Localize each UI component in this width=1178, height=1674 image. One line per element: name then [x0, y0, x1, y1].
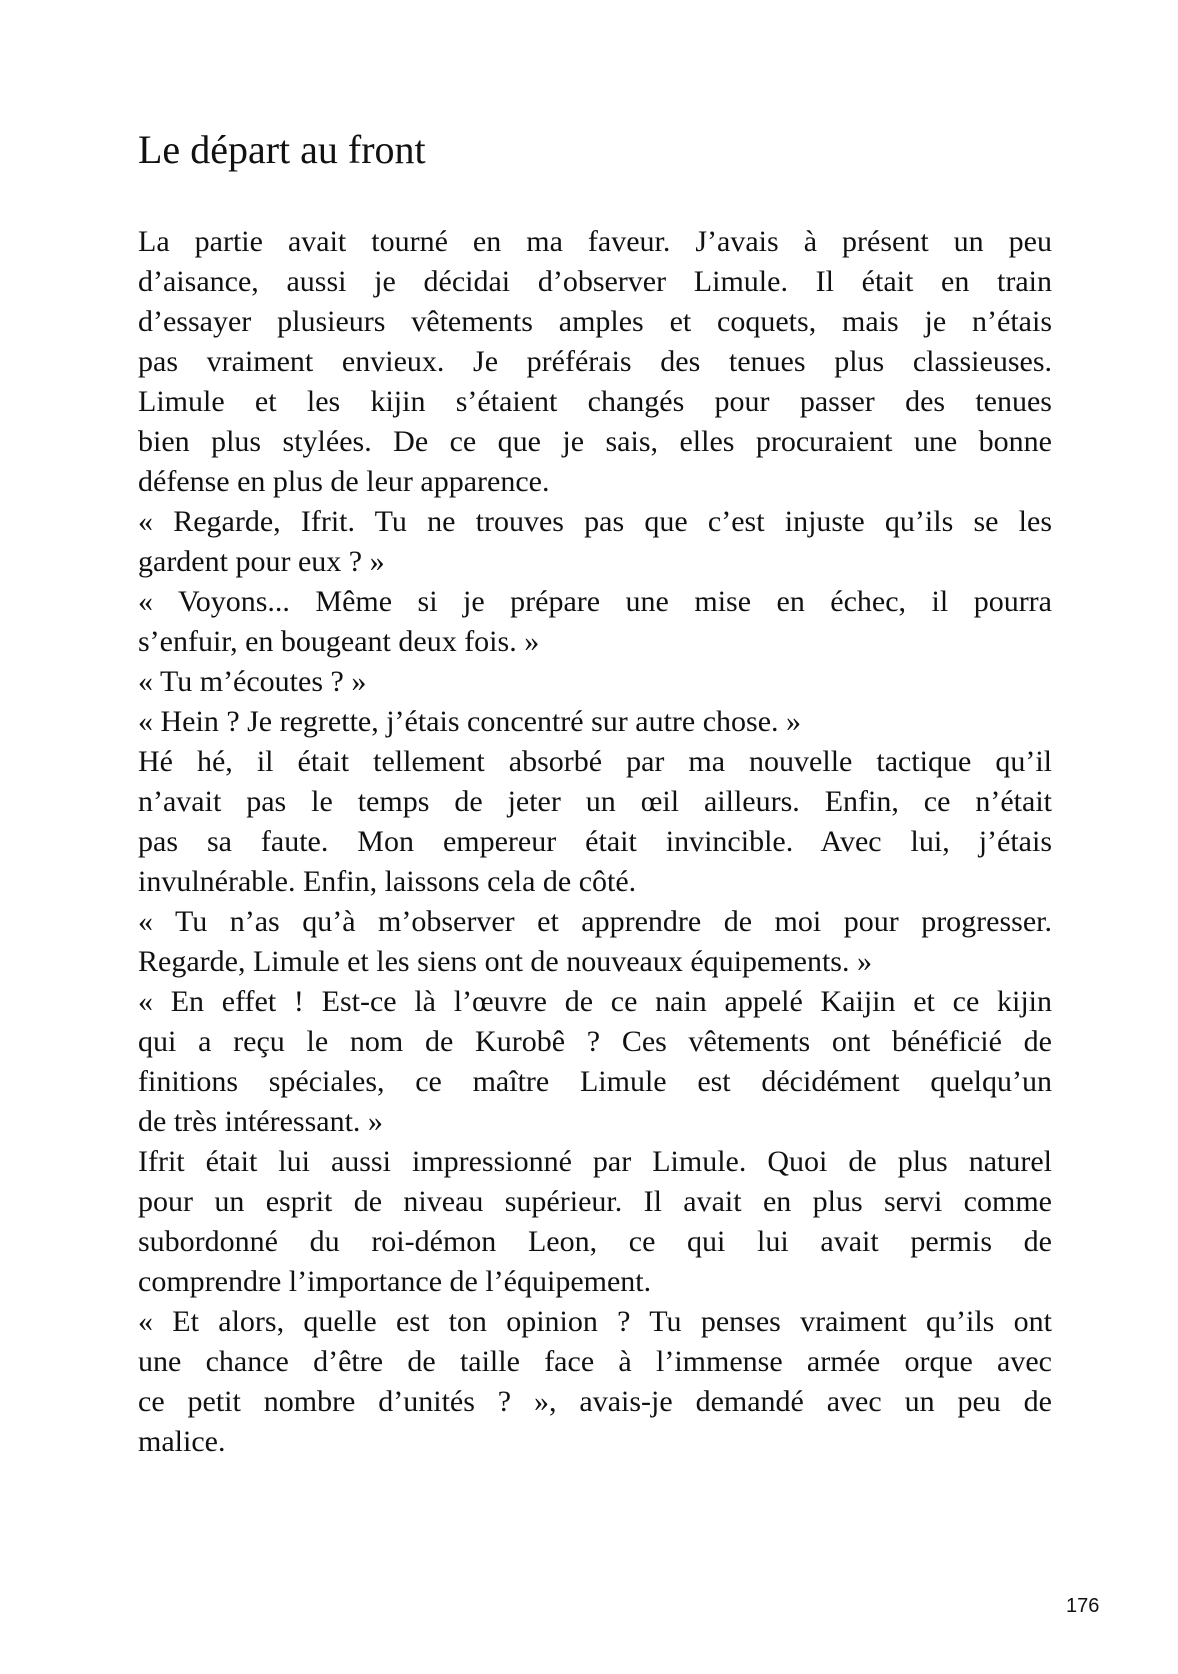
text-line: une chance d’être de taille face à l’immense armée orque avec — [138, 1345, 1052, 1378]
page-number: 176 — [1066, 1595, 1100, 1617]
text-line: subordonné du roi-démon Leon, ce qui lui avait permis de — [138, 1225, 1052, 1258]
text-line: de très intéressant. » — [138, 1105, 383, 1138]
text-line: malice. — [138, 1425, 226, 1458]
text-line: pour un esprit de niveau supérieur. Il avait en plus servi comme — [138, 1185, 1052, 1218]
text-line: finitions spéciales, ce maître Limule est décidément quelqu’un — [138, 1065, 1052, 1098]
text-line: pas vraiment envieux. Je préférais des tenues plus classieuses. — [138, 345, 1052, 378]
text-line: Regarde, Limule et les siens ont de nouveaux équipements. » — [138, 945, 872, 978]
text-line: « Tu m’écoutes ? » — [138, 665, 367, 698]
text-line: La partie avait tourné en ma faveur. J’avais à présent un peu — [138, 225, 1052, 258]
text-line: Limule et les kijin s’étaient changés pour passer des tenues — [138, 385, 1052, 418]
text-line: Ifrit était lui aussi impressionné par Limule. Quoi de plus naturel — [138, 1145, 1052, 1178]
text-line: défense en plus de leur apparence. — [138, 465, 550, 498]
text-line: « Hein ? Je regrette, j’étais concentré sur autre chose. » — [138, 705, 802, 738]
text-line: gardent pour eux ? » — [138, 545, 385, 578]
text-line: « En effet ! Est-ce là l’œuvre de ce nain appelé Kaijin et ce kijin — [138, 985, 1052, 1018]
chapter-title: Le départ au front — [138, 127, 426, 172]
text-line: pas sa faute. Mon empereur était invincible. Avec lui, j’étais — [138, 825, 1052, 858]
text-line: d’essayer plusieurs vêtements amples et coquets, mais je n’étais — [138, 305, 1052, 338]
text-line: s’enfuir, en bougeant deux fois. » — [138, 625, 540, 658]
text-line: « Et alors, quelle est ton opinion ? Tu penses vraiment qu’ils ont — [138, 1305, 1052, 1338]
body-text — [138, 222, 1052, 1462]
text-line: ce petit nombre d’unités ? », avais-je demandé avec un peu de — [138, 1385, 1052, 1418]
text-line: d’aisance, aussi je décidai d’observer Limule. Il était en train — [138, 265, 1052, 298]
text-line: « Regarde, Ifrit. Tu ne trouves pas que c’est injuste qu’ils se les — [138, 505, 1052, 538]
text-line: bien plus stylées. De ce que je sais, elles procuraient une bonne — [138, 425, 1052, 458]
text-line: comprendre l’importance de l’équipement. — [138, 1265, 652, 1298]
text-line: « Tu n’as qu’à m’observer et apprendre de moi pour progresser. — [138, 905, 1052, 938]
text-line: Hé hé, il était tellement absorbé par ma nouvelle tactique qu’il — [138, 745, 1052, 778]
text-line: invulnérable. Enfin, laissons cela de côté. — [138, 865, 637, 898]
text-line: « Voyons... Même si je prépare une mise en échec, il pourra — [138, 585, 1052, 618]
text-line: qui a reçu le nom de Kurobê ? Ces vêtements ont bénéficié de — [138, 1025, 1052, 1058]
text-line: n’avait pas le temps de jeter un œil ailleurs. Enfin, ce n’était — [138, 785, 1052, 818]
